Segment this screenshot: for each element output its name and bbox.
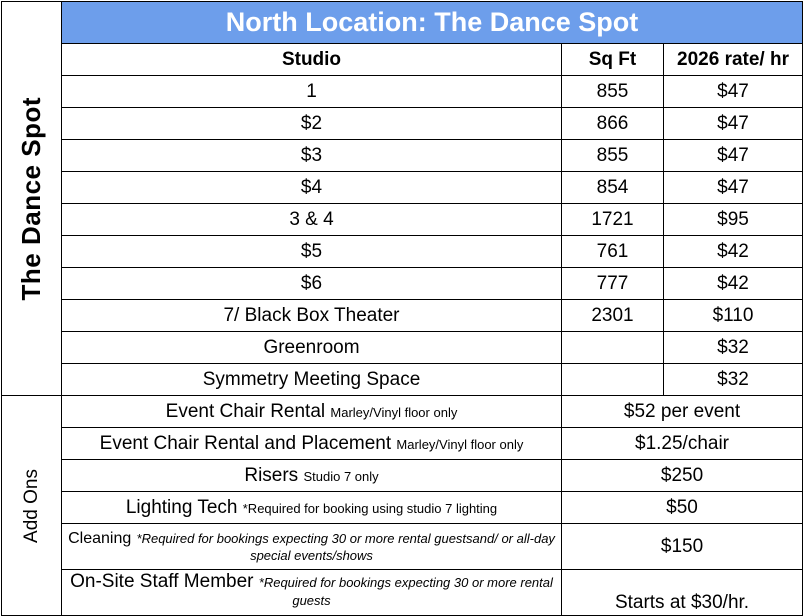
addon-note: *Required for bookings expecting 30 or more rental guestsand/ or all-day special events/shows xyxy=(136,531,555,563)
studio-sqft: 2301 xyxy=(562,300,664,332)
addon-note: Studio 7 only xyxy=(303,468,379,484)
addon-note: *Required for bookings expecting 30 or more rental guests xyxy=(258,575,553,608)
studio-name: 3 & 4 xyxy=(62,204,562,236)
table-row xyxy=(2,204,803,236)
studio-sqft: 1721 xyxy=(562,204,664,236)
addon-row xyxy=(2,524,803,570)
studio-sqft: 761 xyxy=(562,236,664,268)
studio-rate: $47 xyxy=(664,172,803,204)
addon-row xyxy=(2,460,803,492)
table-row xyxy=(2,300,803,332)
studio-sqft: 777 xyxy=(562,268,664,300)
addon-price: $50 xyxy=(562,492,803,524)
studio-rate: $47 xyxy=(664,76,803,108)
studio-sqft xyxy=(562,332,664,364)
side-label-addons: Add Ons xyxy=(21,468,42,543)
studio-sqft: 854 xyxy=(562,172,664,204)
header-row xyxy=(2,44,803,76)
addon-row xyxy=(2,396,803,428)
studio-sqft: 855 xyxy=(562,76,664,108)
studio-rate: $42 xyxy=(664,236,803,268)
studio-sqft: 855 xyxy=(562,140,664,172)
addon-label-cell xyxy=(62,570,562,616)
table-row xyxy=(2,76,803,108)
addon-label: Lighting Tech xyxy=(125,496,238,518)
addon-price: $1.25/chair xyxy=(562,428,803,460)
addon-note: Marley/Vinyl floor only xyxy=(396,436,524,452)
header-rate: 2026 rate/ hr xyxy=(664,44,803,76)
addon-label-cell xyxy=(62,396,562,428)
table-row xyxy=(2,108,803,140)
addon-label: Risers xyxy=(244,464,299,486)
side-label-addons-cell xyxy=(2,396,62,616)
table-row xyxy=(2,140,803,172)
studio-name: $3 xyxy=(62,140,562,172)
addon-label: Event Chair Rental and Placement xyxy=(99,432,392,454)
side-label-main-cell xyxy=(2,2,62,396)
table-row xyxy=(2,364,803,396)
studio-sqft: 866 xyxy=(562,108,664,140)
studio-rate: $32 xyxy=(664,364,803,396)
title-row xyxy=(2,2,803,44)
addon-label-cell xyxy=(62,460,562,492)
studio-name: Symmetry Meeting Space xyxy=(62,364,562,396)
addon-row xyxy=(2,570,803,616)
table-row xyxy=(2,172,803,204)
studio-rate: $47 xyxy=(664,108,803,140)
addon-price: Starts at $30/hr. xyxy=(562,570,803,616)
studio-rate: $47 xyxy=(664,140,803,172)
studio-name: 1 xyxy=(62,76,562,108)
addon-note: Marley/Vinyl floor only xyxy=(330,404,458,420)
table-row xyxy=(2,332,803,364)
studio-name: $2 xyxy=(62,108,562,140)
addon-row xyxy=(2,492,803,524)
studio-sqft xyxy=(562,364,664,396)
studio-rate: $42 xyxy=(664,268,803,300)
header-sqft: Sq Ft xyxy=(562,44,664,76)
addon-label-cell xyxy=(62,492,562,524)
addon-price: $150 xyxy=(562,524,803,570)
addon-price: $250 xyxy=(562,460,803,492)
addon-label-cell xyxy=(62,428,562,460)
table-row xyxy=(2,268,803,300)
addon-label-cell xyxy=(62,524,562,570)
studio-name: $5 xyxy=(62,236,562,268)
addon-price: $52 per event xyxy=(562,396,803,428)
studio-rate: $110 xyxy=(664,300,803,332)
studio-name: $6 xyxy=(62,268,562,300)
studio-name: Greenroom xyxy=(62,332,562,364)
addon-label: Cleaning xyxy=(68,530,132,547)
studio-rate: $95 xyxy=(664,204,803,236)
addon-label: Event Chair Rental xyxy=(165,400,326,422)
table-title: North Location: The Dance Spot xyxy=(62,2,803,44)
addon-row xyxy=(2,428,803,460)
pricing-table xyxy=(1,1,803,616)
table-row xyxy=(2,236,803,268)
addon-label: On-Site Staff Member xyxy=(70,571,254,592)
studio-rate: $32 xyxy=(664,332,803,364)
header-studio: Studio xyxy=(62,44,562,76)
studio-name: 7/ Black Box Theater xyxy=(62,300,562,332)
addon-note: *Required for booking using studio 7 lighting xyxy=(242,500,498,516)
side-label-main: The Dance Spot xyxy=(16,96,46,301)
studio-name: $4 xyxy=(62,172,562,204)
